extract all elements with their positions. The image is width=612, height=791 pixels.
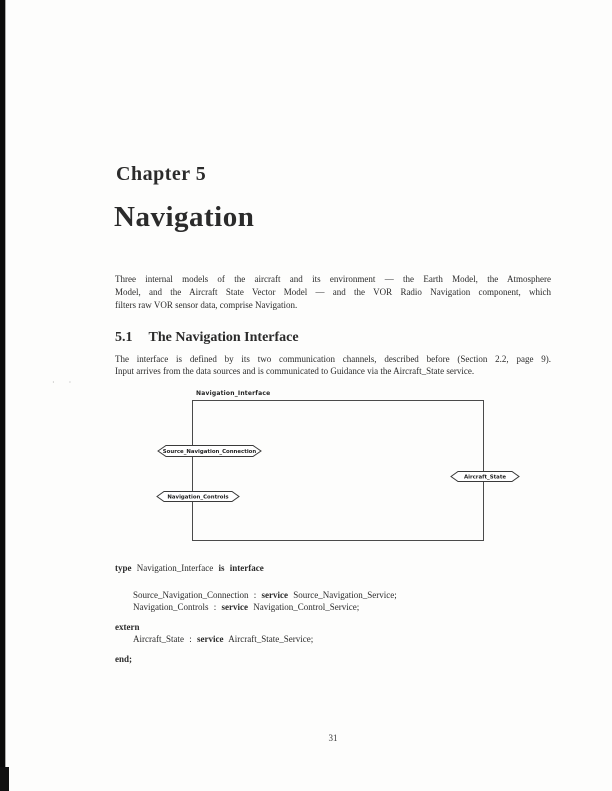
keyword-extern: extern bbox=[115, 622, 140, 632]
scan-binding-edge bbox=[0, 0, 5, 791]
code-member-line bbox=[133, 590, 400, 600]
intro-line: Three internal models of the aircraft and its environment — the Earth Model, the Atmosphere bbox=[115, 274, 551, 284]
colon-separator: : bbox=[253, 590, 257, 600]
keyword-is: is bbox=[218, 563, 225, 573]
code-type-declaration bbox=[115, 563, 267, 573]
type-name: Navigation_Interface bbox=[136, 563, 214, 573]
colon-separator: : bbox=[189, 634, 192, 644]
scan-speckle: · · bbox=[52, 378, 78, 387]
keyword-interface: interface bbox=[229, 563, 264, 573]
service-type: Navigation_Control_Service; bbox=[253, 602, 360, 612]
port-label: Aircraft_State bbox=[463, 474, 507, 481]
code-member-line bbox=[133, 602, 362, 612]
chapter-number-heading: Chapter 5 bbox=[116, 163, 207, 185]
section-paragraph bbox=[115, 354, 551, 377]
port-label: Source_Navigation_Connection bbox=[162, 449, 257, 455]
section-line: The interface is defined by its two communication channels, described before (Section 2.2, page 9). bbox=[115, 354, 551, 364]
intro-line: Model, and the Aircraft State Vector Model — and the VOR Radio Navigation component, which bbox=[115, 287, 551, 298]
section-heading bbox=[115, 330, 299, 346]
scan-binding-edge-foot bbox=[0, 767, 9, 791]
service-type: Aircraft_State_Service; bbox=[228, 634, 314, 644]
port-label: Navigation_Controls bbox=[167, 494, 229, 501]
code-extern-keyword bbox=[115, 622, 143, 632]
port-source-navigation-connection bbox=[157, 444, 262, 458]
intro-paragraph bbox=[115, 273, 551, 313]
page-number: 31 bbox=[328, 733, 338, 743]
chapter-title-heading: Navigation bbox=[114, 201, 255, 233]
section-number: 5.1 bbox=[115, 330, 133, 345]
port-aircraft-state bbox=[450, 470, 520, 483]
navigation-interface-box bbox=[192, 400, 484, 541]
section-line: Input arrives from the data sources and is communicated to Guidance via the Aircraft_State service. bbox=[115, 365, 475, 376]
section-title: The Navigation Interface bbox=[148, 330, 299, 345]
keyword-service: service bbox=[197, 634, 224, 644]
diagram-box-label: Navigation_Interface bbox=[196, 390, 271, 397]
intro-line: filters raw VOR sensor data, comprise Navigation. bbox=[115, 300, 298, 311]
service-type: Source_Navigation_Service; bbox=[293, 590, 397, 600]
member-name: Source_Navigation_Connection bbox=[133, 590, 249, 600]
keyword-type: type bbox=[115, 563, 132, 573]
member-name: Aircraft_State bbox=[133, 634, 184, 644]
keyword-service: service bbox=[261, 590, 288, 600]
keyword-service: service bbox=[221, 602, 248, 612]
colon-separator: : bbox=[213, 602, 217, 612]
code-extern-member-line bbox=[133, 634, 316, 644]
code-end-keyword bbox=[115, 654, 135, 664]
port-navigation-controls bbox=[156, 490, 240, 503]
member-name: Navigation_Controls bbox=[133, 602, 209, 612]
keyword-end: end; bbox=[115, 654, 133, 664]
